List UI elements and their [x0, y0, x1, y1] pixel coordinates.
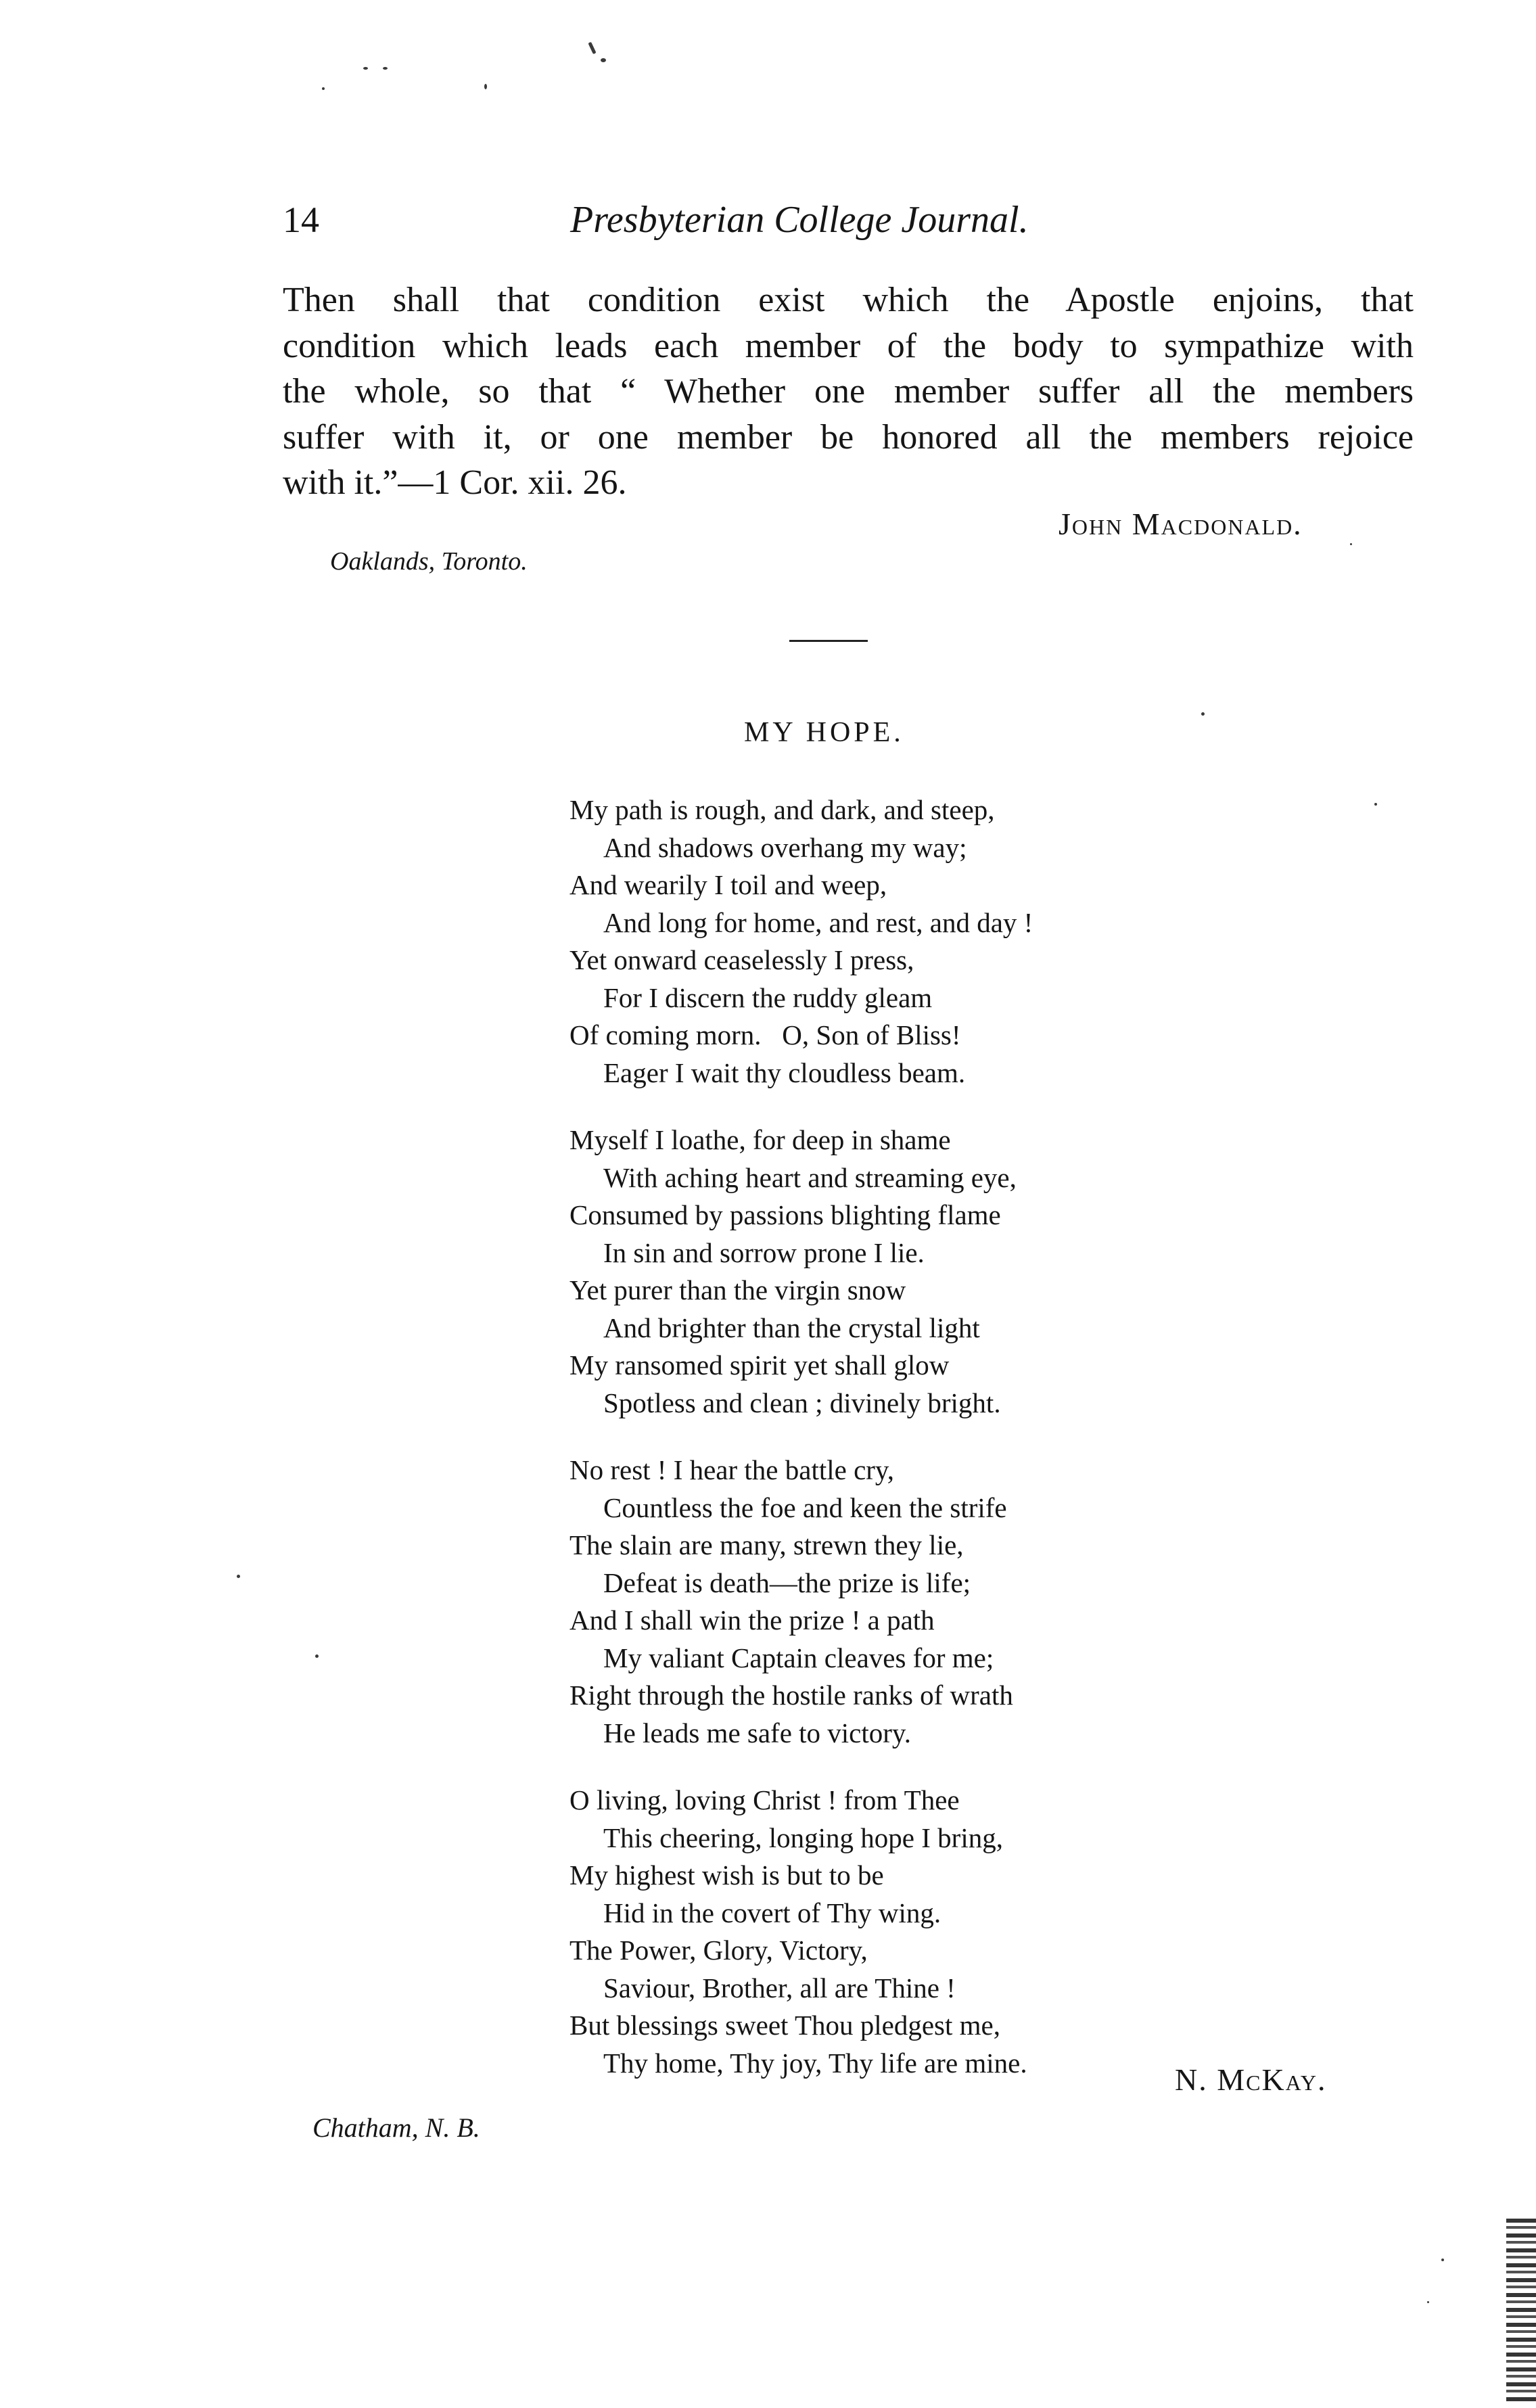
- poem-line: Myself I loathe, for deep in shame: [569, 1124, 951, 1155]
- scan-speck: [1201, 712, 1205, 716]
- poem-line: No rest ! I hear the battle cry,: [569, 1454, 895, 1485]
- poem-line: Saviour, Brother, all are Thine !: [603, 1972, 956, 2004]
- scan-speck: [363, 67, 368, 70]
- poem-line: And I shall win the prize ! a path: [569, 1604, 935, 1636]
- scan-speck: [1427, 2301, 1429, 2303]
- paragraph-line: with it.”—1 Cor. xii. 26.: [283, 463, 627, 502]
- author-signature: John Macdonald.: [1058, 507, 1303, 541]
- poem-line: And wearily I toil and weep,: [569, 869, 887, 900]
- poem-stanza: [569, 1452, 1033, 1752]
- poet-signature: N. McKay.: [1175, 2062, 1327, 2097]
- poem-line: The slain are many, strewn they lie,: [569, 1529, 964, 1560]
- scan-speck: [315, 1654, 319, 1658]
- poem-line: O living, loving Christ ! from Thee: [569, 1784, 960, 1815]
- scan-speck: [322, 87, 325, 90]
- poem-body: [569, 791, 1033, 2112]
- poem-line: The Power, Glory, Victory,: [569, 1935, 868, 1966]
- poem-stanza: [569, 1782, 1033, 2082]
- scan-speck: [383, 67, 388, 70]
- poem-line: Eager I wait thy cloudless beam.: [603, 1057, 966, 1088]
- poem-line: With aching heart and streaming eye,: [603, 1161, 1017, 1193]
- section-divider: [789, 640, 868, 642]
- poem-stanza: [569, 791, 1033, 1092]
- scan-speck: [601, 58, 606, 62]
- scan-edge-noise: [1506, 2219, 1536, 2401]
- paragraph-line: Then shall that condition exist which the Apostle enjoins, that: [283, 281, 1414, 319]
- poem-line: My valiant Captain cleaves for me;: [603, 1642, 994, 1673]
- poem-line: My highest wish is but to be: [569, 1859, 884, 1891]
- poem-line: And shadows overhang my way;: [603, 831, 967, 863]
- poem-line: Defeat is death—the prize is life;: [603, 1567, 971, 1598]
- page-number: 14: [283, 200, 319, 240]
- scan-speck: [237, 1575, 240, 1578]
- poem-line: And long for home, and rest, and day !: [603, 906, 1033, 938]
- poem-line: Thy home, Thy joy, Thy life are mine.: [603, 2047, 1027, 2079]
- poem-line: Spotless and clean ; divinely bright.: [603, 1387, 1001, 1418]
- poem-title: MY HOPE.: [744, 717, 904, 748]
- scan-speck: [1374, 803, 1377, 806]
- poem-line: He leads me safe to victory.: [603, 1717, 912, 1749]
- poem-line: In sin and sorrow prone I lie.: [603, 1236, 925, 1268]
- poem-line: This cheering, longing hope I bring,: [603, 1822, 1003, 1853]
- poem-line: My path is rough, and dark, and steep,: [569, 794, 995, 825]
- poem-line: Yet onward ceaselessly I press,: [569, 944, 914, 975]
- poem-line: And brighter than the crystal light: [603, 1312, 980, 1343]
- paragraph-line: the whole, so that “ Whether one member suffer all the members: [283, 372, 1414, 411]
- scan-speck: [1441, 2259, 1444, 2261]
- poem-line: Yet purer than the virgin snow: [569, 1274, 906, 1305]
- paragraph-line: suffer with it, or one member be honored all the members rejoice: [283, 417, 1414, 457]
- poem-line: But blessings sweet Thou pledgest me,: [569, 2010, 1000, 2041]
- author-location: Oaklands, Toronto.: [330, 547, 528, 576]
- scan-speck: [588, 42, 596, 54]
- scan-speck: [484, 84, 487, 89]
- article-closing-paragraph: [283, 277, 1414, 506]
- poem-line: Consumed by passions blighting flame: [569, 1199, 1001, 1230]
- poem-line: For I discern the ruddy gleam: [603, 981, 933, 1013]
- poem-stanza: [569, 1121, 1033, 1422]
- poet-location: Chatham, N. B.: [312, 2112, 480, 2143]
- scan-speck: [1350, 543, 1352, 545]
- running-title: Presbyterian College Journal.: [570, 199, 1029, 241]
- paragraph-line: condition which leads each member of the body to sympathize with: [283, 326, 1414, 365]
- poem-line: Countless the foe and keen the strife: [603, 1491, 1007, 1523]
- poem-line: Of coming morn. O, Son of Bliss!: [569, 1019, 961, 1050]
- poem-line: Hid in the covert of Thy wing.: [603, 1897, 941, 1928]
- poem-line: Right through the hostile ranks of wrath: [569, 1680, 1013, 1711]
- poem-line: My ransomed spirit yet shall glow: [569, 1349, 950, 1381]
